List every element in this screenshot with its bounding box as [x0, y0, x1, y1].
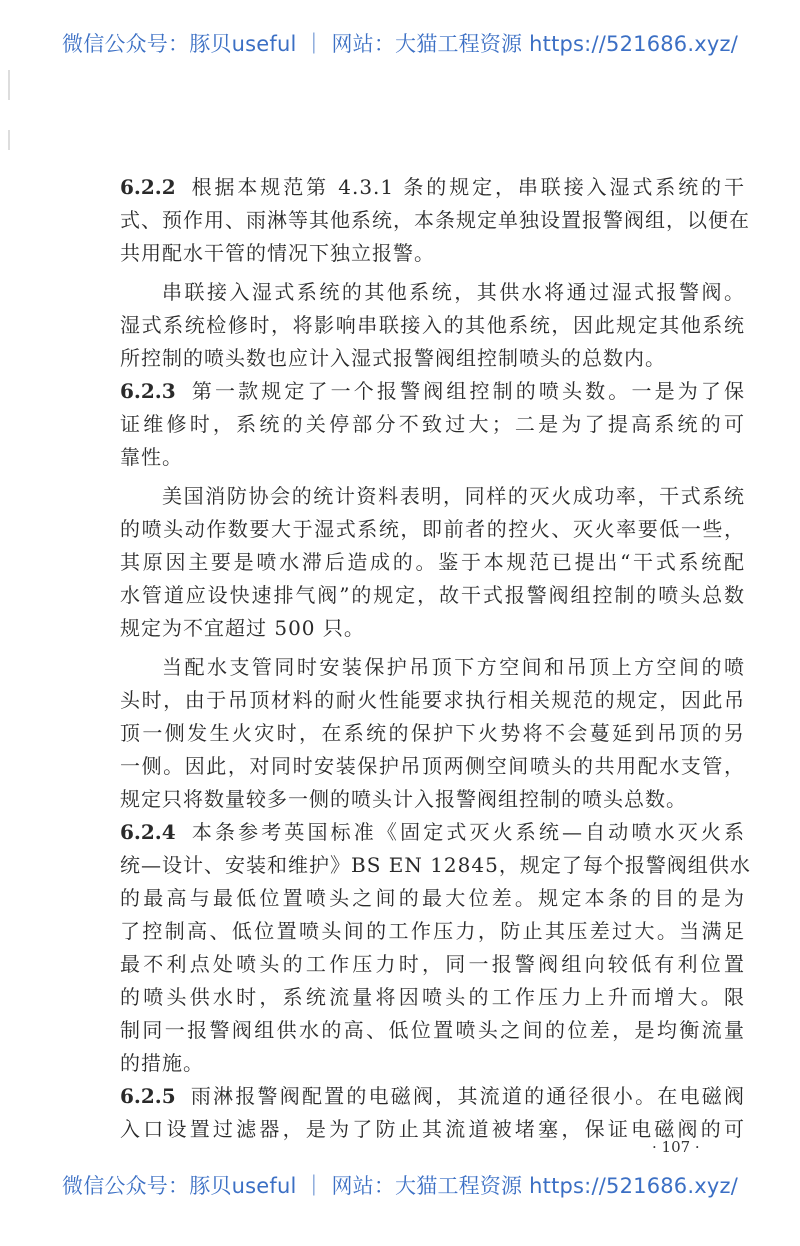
line-text: 本条参考英国标准《固定式灭火系统—自动喷水灭火系	[189, 820, 745, 844]
text-line	[120, 309, 745, 342]
line-text: 一侧。因此，对同时安装保护吊顶两侧空间喷头的共用配水支管，	[120, 754, 745, 778]
line-text: 美国消防协会的统计资料表明，同样的灭火成功率，干式系统	[162, 484, 745, 508]
scan-mark	[8, 130, 10, 150]
text-line	[120, 480, 745, 513]
section-6-2-2	[120, 171, 750, 270]
line-text: 规定为不宜超过 500 只。	[120, 616, 365, 640]
line-text: 的最高与最低位置喷头之间的最大位差。规定本条的目的是为	[120, 886, 745, 910]
line-text: 雨淋报警阀配置的电磁阀，其流道的通径很小。在电磁阀	[189, 1084, 745, 1108]
text-line	[120, 375, 745, 408]
line-text: 头时，由于吊顶材料的耐火性能要求执行相关规范的规定，因此吊	[120, 688, 745, 712]
text-line	[120, 1080, 745, 1113]
text-line	[120, 237, 745, 270]
text-line	[120, 684, 745, 717]
scan-mark	[8, 70, 10, 100]
section-6-2-5	[120, 1080, 745, 1146]
line-text: 证维修时，系统的关停部分不致过大；二是为了提高系统的可	[120, 412, 745, 436]
line-text: 统—设计、安装和维护》BS EN 12845，规定了每个报警阀组供水	[120, 853, 751, 877]
section-number: 6.2.5	[120, 1084, 176, 1108]
text-line	[120, 513, 745, 546]
text-line	[120, 612, 745, 645]
watermark-bottom: 微信公众号：豚贝useful ｜ 网站：大猫工程资源 https://521686.xyz/	[62, 1174, 738, 1198]
line-text: 入口设置过滤器，是为了防止其流道被堵塞，保证电磁阀的可	[120, 1117, 745, 1141]
line-text: 所控制的喷头数也应计入湿式报警阀组控制喷头的总数内。	[120, 346, 666, 370]
line-text: 共用配水干管的情况下独立报警。	[120, 241, 435, 265]
section-6-2-4	[120, 816, 751, 1080]
text-line	[120, 579, 745, 612]
text-line	[120, 750, 745, 783]
line-text: 制同一报警阀组供水的高、低位置喷头之间的位差，是均衡流量	[120, 1018, 745, 1042]
text-line	[120, 1014, 745, 1047]
text-line	[120, 441, 745, 474]
document-body	[120, 171, 751, 1152]
line-text: 的喷头供水时，系统流量将因喷头的工作压力上升而增大。限	[120, 985, 745, 1009]
text-line	[120, 276, 745, 309]
line-text: 的喷头动作数要大于湿式系统，即前者的控火、灭火率要低一些，	[120, 517, 745, 541]
line-text: 其原因主要是喷水滞后造成的。鉴于本规范已提出“干式系统配	[120, 550, 745, 574]
text-line	[120, 1047, 745, 1080]
section-number: 6.2.2	[120, 175, 176, 199]
text-line	[120, 882, 745, 915]
paragraph	[120, 480, 745, 645]
line-text: 最不利点处喷头的工作压力时，同一报警阀组向较低有利位置	[120, 952, 745, 976]
text-line	[120, 717, 745, 750]
text-line	[120, 342, 745, 375]
line-text: 的措施。	[120, 1051, 204, 1075]
text-line	[120, 651, 745, 684]
section-number: 6.2.3	[120, 379, 176, 403]
text-line	[120, 849, 751, 882]
line-text: 式、预作用、雨淋等其他系统，本条规定单独设置报警阀组，以便在	[120, 208, 750, 232]
line-text: 了控制高、低位置喷头间的工作压力，防止其压差过大。当满足	[120, 919, 745, 943]
line-text: 根据本规范第 4.3.1 条的规定，串联接入湿式系统的干	[189, 175, 745, 199]
text-line	[120, 204, 750, 237]
section-6-2-3	[120, 375, 745, 474]
page-number: · 107 ·	[652, 1138, 700, 1156]
line-text: 第一款规定了一个报警阀组控制的喷头数。一是为了保	[189, 379, 745, 403]
paragraph	[120, 651, 745, 816]
line-text: 湿式系统检修时，将影响串联接入的其他系统，因此规定其他系统	[120, 313, 745, 337]
text-line	[120, 816, 745, 849]
text-line	[120, 171, 745, 204]
text-line	[120, 948, 745, 981]
line-text: 规定只将数量较多一侧的喷头计入报警阀组控制的喷头总数。	[120, 787, 687, 811]
paragraph	[120, 276, 745, 375]
text-line	[120, 783, 745, 816]
section-number: 6.2.4	[120, 820, 176, 844]
line-text: 水管道应设快速排气阀”的规定，故干式报警阀组控制的喷头总数	[120, 583, 745, 607]
text-line	[120, 546, 745, 579]
watermark-top: 微信公众号：豚贝useful ｜ 网站：大猫工程资源 https://521686.xyz/	[62, 32, 738, 56]
line-text: 当配水支管同时安装保护吊顶下方空间和吊顶上方空间的喷	[162, 655, 745, 679]
line-text: 顶一侧发生火灾时，在系统的保护下火势将不会蔓延到吊顶的另	[120, 721, 745, 745]
text-line	[120, 408, 745, 441]
line-text: 串联接入湿式系统的其他系统，其供水将通过湿式报警阀。	[162, 280, 745, 304]
text-line	[120, 915, 745, 948]
line-text: 靠性。	[120, 445, 183, 469]
text-line	[120, 981, 745, 1014]
